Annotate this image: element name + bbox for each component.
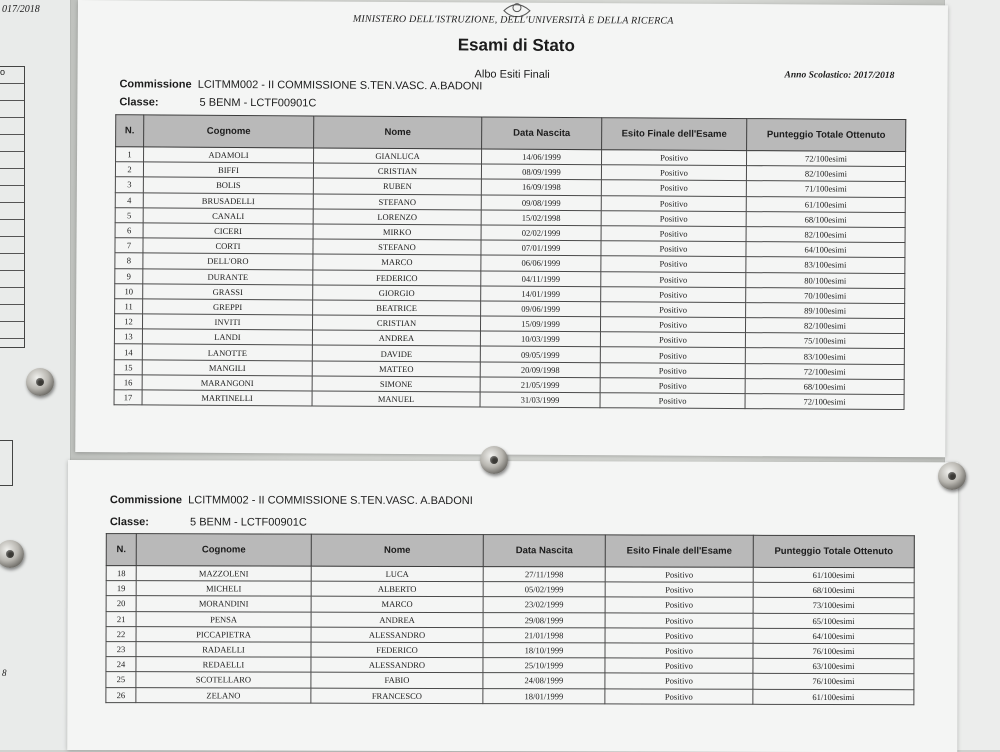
surname-cell: CORTI <box>143 238 313 254</box>
birth-date-cell: 09/06/1999 <box>481 301 601 317</box>
exam-outcome-cell: Positivo <box>600 347 745 363</box>
row-number-cell: 7 <box>115 238 143 253</box>
first-name-cell: MARCO <box>311 597 483 613</box>
row-number-cell: 1 <box>116 147 144 162</box>
surname-cell: SCOTELLARO <box>136 672 311 688</box>
row-number-cell: 13 <box>114 329 142 344</box>
birth-date-cell: 20/09/1998 <box>480 362 600 378</box>
commission-label: Commissione <box>119 78 192 91</box>
exam-outcome-cell: Positivo <box>605 567 753 583</box>
total-score-cell: 71/100esimi <box>746 181 905 197</box>
surname-cell: DURANTE <box>143 268 313 284</box>
surname-cell: LANOTTE <box>142 344 312 360</box>
row-number-cell: 20 <box>106 596 136 611</box>
surname-cell: MARTINELLI <box>142 390 312 406</box>
row-number-cell: 6 <box>115 223 143 238</box>
commission-label: Commissione <box>109 494 183 507</box>
first-name-cell: MARCO <box>313 254 481 270</box>
col-header-number: N. <box>116 115 144 147</box>
class-value: 5 BENM - LCTF00901C <box>199 96 317 110</box>
commission-line <box>119 78 482 92</box>
exam-outcome-cell: Positivo <box>601 210 746 226</box>
row-number-cell: 21 <box>106 611 136 626</box>
exam-outcome-cell: Positivo <box>601 271 746 287</box>
birth-date-cell: 15/02/1998 <box>481 210 601 226</box>
birth-date-cell: 18/01/1999 <box>483 688 605 704</box>
results-table-page-2 <box>105 533 914 705</box>
first-name-cell: GIANLUCA <box>314 148 482 164</box>
row-number-cell: 12 <box>114 314 142 329</box>
birth-date-cell: 14/01/1999 <box>481 286 601 302</box>
col-header-outcome: Esito Finale dell'Esame <box>605 535 753 567</box>
surname-cell: RADAELLI <box>136 642 311 658</box>
total-score-cell: 82/100esimi <box>746 166 905 182</box>
col-header-birthdate: Data Nascita <box>483 535 605 567</box>
col-header-score: Punteggio Totale Ottenuto <box>753 535 914 567</box>
total-score-cell: 63/100esimi <box>753 658 914 674</box>
first-name-cell: DAVIDE <box>312 345 480 361</box>
page-subtitle: Albo Esiti Finali <box>474 68 550 81</box>
total-score-cell: 75/100esimi <box>745 333 904 349</box>
total-score-cell: 68/100esimi <box>753 582 914 598</box>
first-name-cell: CRISTIAN <box>313 163 481 179</box>
first-name-cell: CRISTIAN <box>312 315 480 331</box>
row-number-cell: 24 <box>106 657 136 672</box>
table-header-row <box>116 115 906 152</box>
surname-cell: BRUSADELLI <box>143 192 313 208</box>
page-title: Esami di Stato <box>457 35 575 56</box>
row-number-cell: 2 <box>115 162 143 177</box>
first-name-cell: GIORGIO <box>313 285 481 301</box>
surname-cell: LANDI <box>142 329 312 345</box>
birth-date-cell: 09/08/1999 <box>481 195 601 211</box>
first-name-cell: ANDREA <box>311 612 483 628</box>
thumbtack-icon <box>480 446 508 474</box>
first-name-cell: SIMONE <box>312 376 480 392</box>
birth-date-cell: 18/10/1999 <box>483 643 605 659</box>
row-number-cell: 9 <box>115 268 143 283</box>
commission-value: LCITMM002 - II COMMISSIONE S.TEN.VASC. A.BADONI <box>188 494 473 508</box>
exam-outcome-cell: Positivo <box>601 226 746 242</box>
first-name-cell: FRANCESCO <box>311 688 483 704</box>
results-table-page-1 <box>114 114 907 410</box>
total-score-cell: 61/100esimi <box>746 196 905 212</box>
row-number-cell: 14 <box>114 344 142 359</box>
first-name-cell: FABIO <box>311 672 483 688</box>
school-year: Anno Scolastico: 2017/2018 <box>784 70 895 81</box>
results-sheet-page-2 <box>67 460 958 752</box>
surname-cell: MORANDINI <box>136 596 311 612</box>
exam-outcome-cell: Positivo <box>605 658 753 674</box>
class-label: Classe: <box>119 96 159 109</box>
surname-cell: DELL'ORO <box>143 253 313 269</box>
row-number-cell: 23 <box>106 642 136 657</box>
first-name-cell: FEDERICO <box>311 642 483 658</box>
total-score-cell: 76/100esimi <box>753 674 914 690</box>
total-score-cell: 82/100esimi <box>745 318 904 334</box>
first-name-cell: FEDERICO <box>313 269 481 285</box>
total-score-cell: 72/100esimi <box>745 394 904 410</box>
birth-date-cell: 04/11/1999 <box>481 270 601 286</box>
birth-date-cell: 24/08/1999 <box>483 673 605 689</box>
birth-date-cell: 29/08/1999 <box>483 612 605 628</box>
exam-outcome-cell: Positivo <box>605 673 753 689</box>
exam-outcome-cell: Positivo <box>601 195 746 211</box>
row-number-cell: 26 <box>106 687 136 702</box>
total-score-cell: 72/100esimi <box>746 151 905 167</box>
row-number-cell: 16 <box>114 375 142 390</box>
exam-outcome-cell: Positivo <box>601 302 746 318</box>
total-score-cell: 83/100esimi <box>745 348 904 364</box>
row-number-cell: 11 <box>115 299 143 314</box>
total-score-cell: 73/100esimi <box>753 598 914 614</box>
row-number-cell: 4 <box>115 192 143 207</box>
total-score-cell: 64/100esimi <box>746 242 905 258</box>
thumbtack-icon <box>26 368 54 396</box>
total-score-cell: 83/100esimi <box>746 257 905 273</box>
birth-date-cell: 07/01/1999 <box>481 240 601 256</box>
col-header-name: Nome <box>311 534 483 566</box>
exam-outcome-cell: Positivo <box>600 332 745 348</box>
class-line <box>119 96 316 109</box>
total-score-cell: 65/100esimi <box>753 613 914 629</box>
first-name-cell: ALESSANDRO <box>311 627 483 643</box>
row-number-cell: 10 <box>115 283 143 298</box>
birth-date-cell: 06/06/1999 <box>481 255 601 271</box>
birth-date-cell: 09/05/1999 <box>480 346 600 362</box>
exam-outcome-cell: Positivo <box>605 643 753 659</box>
row-number-cell: 3 <box>115 177 143 192</box>
first-name-cell: ALESSANDRO <box>311 657 483 673</box>
col-header-birthdate: Data Nascita <box>482 117 602 150</box>
results-sheet-page-1 <box>75 0 948 457</box>
exam-outcome-cell: Positivo <box>601 256 746 272</box>
total-score-cell: 89/100esimi <box>746 302 905 318</box>
birth-date-cell: 08/09/1999 <box>481 164 601 180</box>
col-header-number: N. <box>106 534 136 566</box>
birth-date-cell: 14/06/1999 <box>482 149 602 165</box>
exam-outcome-cell: Positivo <box>600 378 745 394</box>
col-header-name: Nome <box>314 116 482 149</box>
total-score-cell: 72/100esimi <box>745 363 904 379</box>
surname-cell: PENSA <box>136 611 311 627</box>
first-name-cell: MANUEL <box>312 391 480 407</box>
surname-cell: BIFFI <box>143 162 313 178</box>
exam-outcome-cell: Positivo <box>605 612 753 628</box>
exam-outcome-cell: Positivo <box>601 165 746 181</box>
total-score-cell: 80/100esimi <box>746 272 905 288</box>
row-number-cell: 19 <box>106 581 136 596</box>
surname-cell: INVITI <box>142 314 312 330</box>
total-score-cell: 61/100esimi <box>753 567 914 583</box>
birth-date-cell: 23/02/1999 <box>483 597 605 613</box>
surname-cell: CICERI <box>143 223 313 239</box>
exam-outcome-cell: Positivo <box>605 628 753 644</box>
surname-cell: MAZZOLENI <box>136 566 311 582</box>
birth-date-cell: 15/09/1999 <box>480 316 600 332</box>
class-value: 5 BENM - LCTF00901C <box>190 516 307 529</box>
surname-cell: ZELANO <box>136 687 311 703</box>
commission-value: LCITMM002 - II COMMISSIONE S.TEN.VASC. A.BADONI <box>197 78 483 93</box>
first-name-cell: STEFANO <box>313 239 481 255</box>
adjacent-letter-fragment: o <box>0 67 24 84</box>
adjacent-digit-fragment: 8 <box>2 668 7 678</box>
birth-date-cell: 25/10/1999 <box>483 658 605 674</box>
total-score-cell: 68/100esimi <box>745 378 904 394</box>
exam-outcome-cell: Positivo <box>600 362 745 378</box>
thumbtack-icon <box>938 462 966 490</box>
birth-date-cell: 27/11/1998 <box>483 567 605 583</box>
exam-outcome-cell: Positivo <box>602 150 747 166</box>
birth-date-cell: 31/03/1999 <box>480 392 600 408</box>
commission-line <box>110 494 473 507</box>
total-score-cell: 61/100esimi <box>753 689 914 705</box>
birth-date-cell: 16/09/1998 <box>481 179 601 195</box>
first-name-cell: LUCA <box>311 566 483 582</box>
table-row <box>106 687 914 704</box>
total-score-cell: 76/100esimi <box>753 643 914 659</box>
col-header-score: Punteggio Totale Ottenuto <box>747 119 906 152</box>
surname-cell: ADAMOLI <box>144 147 314 163</box>
first-name-cell: MATTEO <box>312 361 480 377</box>
total-score-cell: 68/100esimi <box>746 211 905 227</box>
exam-outcome-cell: Positivo <box>600 393 745 409</box>
ministry-heading: MINISTERO DELL'ISTRUZIONE, DELL'UNIVERSITÀ E DELLA RICERCA <box>352 13 674 27</box>
birth-date-cell: 21/05/1999 <box>480 377 600 393</box>
col-header-surname: Cognome <box>144 115 314 148</box>
first-name-cell: LORENZO <box>313 209 481 225</box>
birth-date-cell: 05/02/1999 <box>483 582 605 598</box>
adjacent-table-fragment <box>0 66 25 348</box>
row-number-cell: 22 <box>106 626 136 641</box>
surname-cell: MICHELI <box>136 581 311 597</box>
table-header-row <box>106 534 914 568</box>
row-number-cell: 17 <box>114 390 142 405</box>
first-name-cell: BEATRICE <box>313 300 481 316</box>
row-number-cell: 8 <box>115 253 143 268</box>
row-number-cell: 25 <box>106 672 136 687</box>
class-label: Classe: <box>109 516 149 529</box>
surname-cell: BOLIS <box>143 177 313 193</box>
row-number-cell: 18 <box>106 566 136 581</box>
total-score-cell: 82/100esimi <box>746 227 905 243</box>
surname-cell: GRASSI <box>143 284 313 300</box>
exam-outcome-cell: Positivo <box>605 597 753 613</box>
adjacent-year-fragment: 017/2018 <box>2 4 40 15</box>
row-number-cell: 15 <box>114 359 142 374</box>
birth-date-cell: 02/02/1999 <box>481 225 601 241</box>
surname-cell: GREPPI <box>143 299 313 315</box>
exam-outcome-cell: Positivo <box>605 688 753 704</box>
total-score-cell: 64/100esimi <box>753 628 914 644</box>
birth-date-cell: 10/03/1999 <box>480 331 600 347</box>
first-name-cell: RUBEN <box>313 178 481 194</box>
col-header-surname: Cognome <box>136 534 311 566</box>
first-name-cell: MIRKO <box>313 224 481 240</box>
first-name-cell: ALBERTO <box>311 581 483 597</box>
surname-cell: REDAELLI <box>136 657 311 673</box>
exam-outcome-cell: Positivo <box>601 241 746 257</box>
surname-cell: MARANGONI <box>142 375 312 391</box>
birth-date-cell: 21/01/1998 <box>483 627 605 643</box>
adjacent-table-fragment-2 <box>0 440 13 486</box>
surname-cell: PICCAPIETRA <box>136 626 311 642</box>
first-name-cell: STEFANO <box>313 194 481 210</box>
first-name-cell: ANDREA <box>312 330 480 346</box>
row-number-cell: 5 <box>115 207 143 222</box>
exam-outcome-cell: Positivo <box>601 180 746 196</box>
class-line <box>110 516 307 529</box>
exam-outcome-cell: Positivo <box>600 317 745 333</box>
surname-cell: MANGILI <box>142 360 312 376</box>
exam-outcome-cell: Positivo <box>605 582 753 598</box>
total-score-cell: 70/100esimi <box>746 287 905 303</box>
col-header-outcome: Esito Finale dell'Esame <box>602 118 747 151</box>
exam-outcome-cell: Positivo <box>601 286 746 302</box>
surname-cell: CANALI <box>143 208 313 224</box>
